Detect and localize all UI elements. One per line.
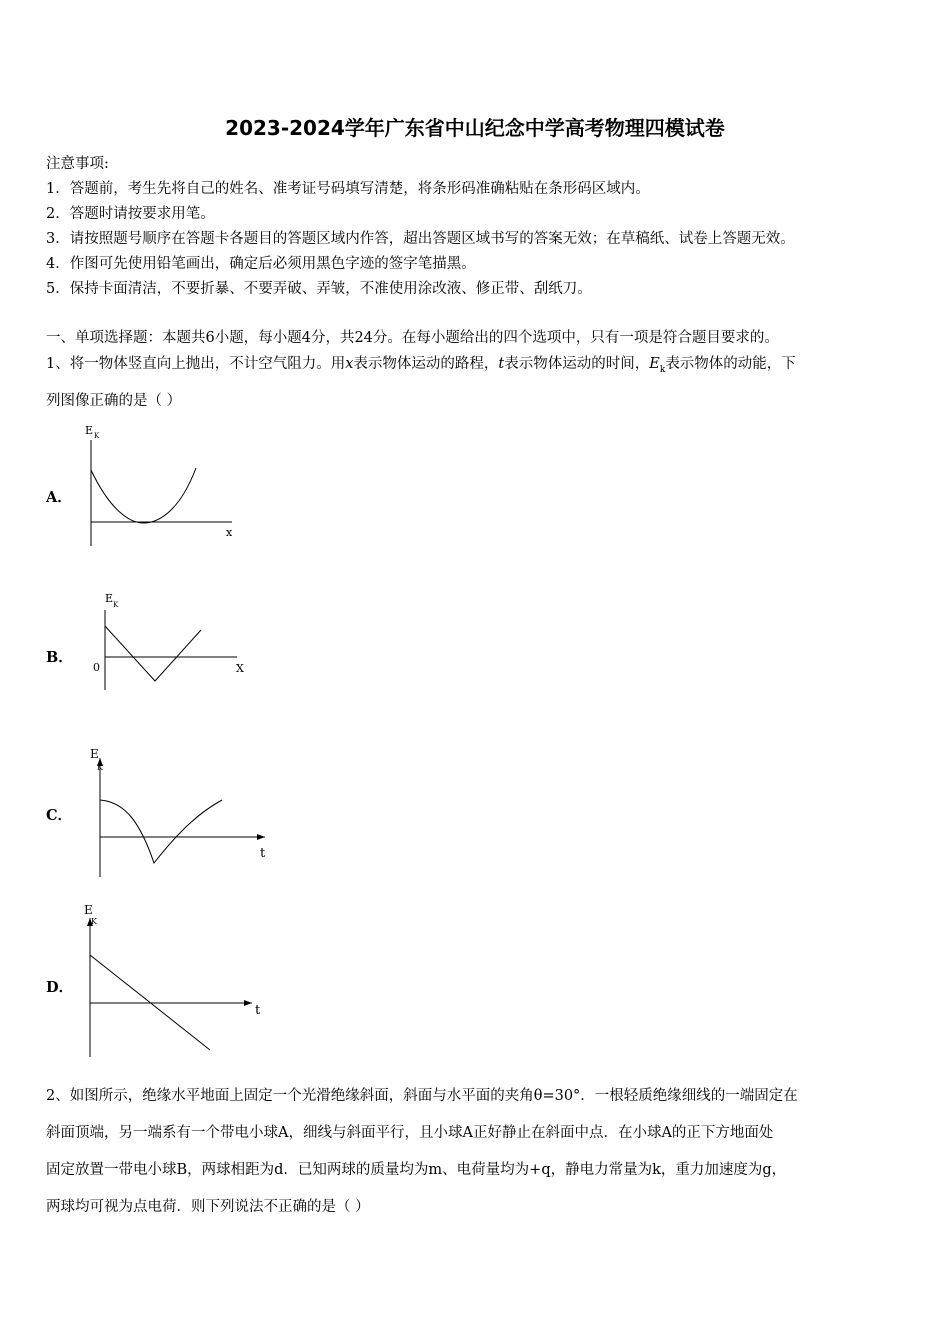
question-2-text: 2、如图所示，绝缘水平地面上固定一个光滑绝缘斜面，斜面与水平面的夹角θ=30°．一根轻质绝缘细线的一端固定在 (46, 1088, 798, 1104)
option-a-label: A． (46, 489, 72, 506)
option-a-graph (80, 420, 250, 550)
question-2-text: 两球均可视为点电荷．则下列说法不正确的是（ ） (46, 1199, 370, 1215)
y-axis-label: E (85, 424, 94, 437)
origin-label: 0 (93, 661, 100, 674)
note-item: 1．答题前，考生先将自己的姓名、准考证号码填写清楚，将条形码准确粘贴在条形码区域内。 (46, 181, 650, 197)
ek-curve (100, 800, 222, 863)
option-b-label: B． (46, 649, 73, 666)
x-axis-arrow (257, 834, 265, 840)
ek-curve (91, 468, 196, 523)
question-2-text: 固定放置一带电小球B，两球相距为d．已知两球的质量均为m、电荷量均为+q，静电力常量为k，重力加速度为g， (46, 1162, 787, 1178)
option-d-label: D． (46, 979, 74, 996)
option-b-graph (85, 588, 255, 698)
section-heading: 一、单项选择题：本题共6小题，每小题4分，共24分。在每小题给出的四个选项中，只有一项是符合题目要求的。 (46, 330, 779, 346)
note-item: 2．答题时请按要求用笔。 (46, 206, 215, 222)
question-1-text-cont: 列图像正确的是（ ） (46, 393, 182, 409)
y-axis-label: E (105, 592, 114, 605)
y-axis-label: E (84, 903, 93, 917)
x-axis-arrow (244, 1000, 252, 1006)
option-c-label: C． (46, 807, 73, 824)
x-axis-label: t (260, 846, 266, 861)
y-axis-label: E (90, 747, 99, 761)
question-1-text: 1、将一物体竖直向上抛出，不计空气阻力。用x表示物体运动的路程，t表示物体运动的时间，$E_k$表示物体的动能，下 (46, 356, 796, 375)
y-axis-subscript: K (91, 917, 97, 926)
page-title: 2023-2024学年广东省中山纪念中学高考物理四模试卷 (225, 116, 725, 140)
y-axis-subscript: K (113, 601, 119, 609)
option-d-graph (80, 900, 280, 1060)
x-axis-label: x (226, 526, 233, 539)
option-c-graph (85, 742, 275, 882)
notes-heading: 注意事项: (46, 156, 109, 172)
note-item: 4．作图可先使用铅笔画出，确定后必须用黑色字迹的签字笔描黑。 (46, 256, 476, 272)
note-item: 3．请按照题号顺序在答题卡各题目的答题区域内作答，超出答题区域书写的答案无效；在草稿纸、试卷上答题无效。 (46, 231, 795, 247)
y-axis-subscript: K (97, 763, 103, 772)
x-axis-label: X (236, 662, 244, 675)
ek-line (105, 626, 201, 681)
question-2-text: 斜面顶端，另一端系有一个带电小球A，细线与斜面平行，且小球A正好静止在斜面中点．在小球A的正下方地面处 (46, 1125, 774, 1141)
y-axis-subscript: K (94, 432, 100, 440)
note-item: 5．保持卡面清洁，不要折暴、不要弄破、弄皱，不准使用涂改液、修正带、刮纸刀。 (46, 281, 592, 297)
x-axis-label: t (255, 1003, 261, 1018)
